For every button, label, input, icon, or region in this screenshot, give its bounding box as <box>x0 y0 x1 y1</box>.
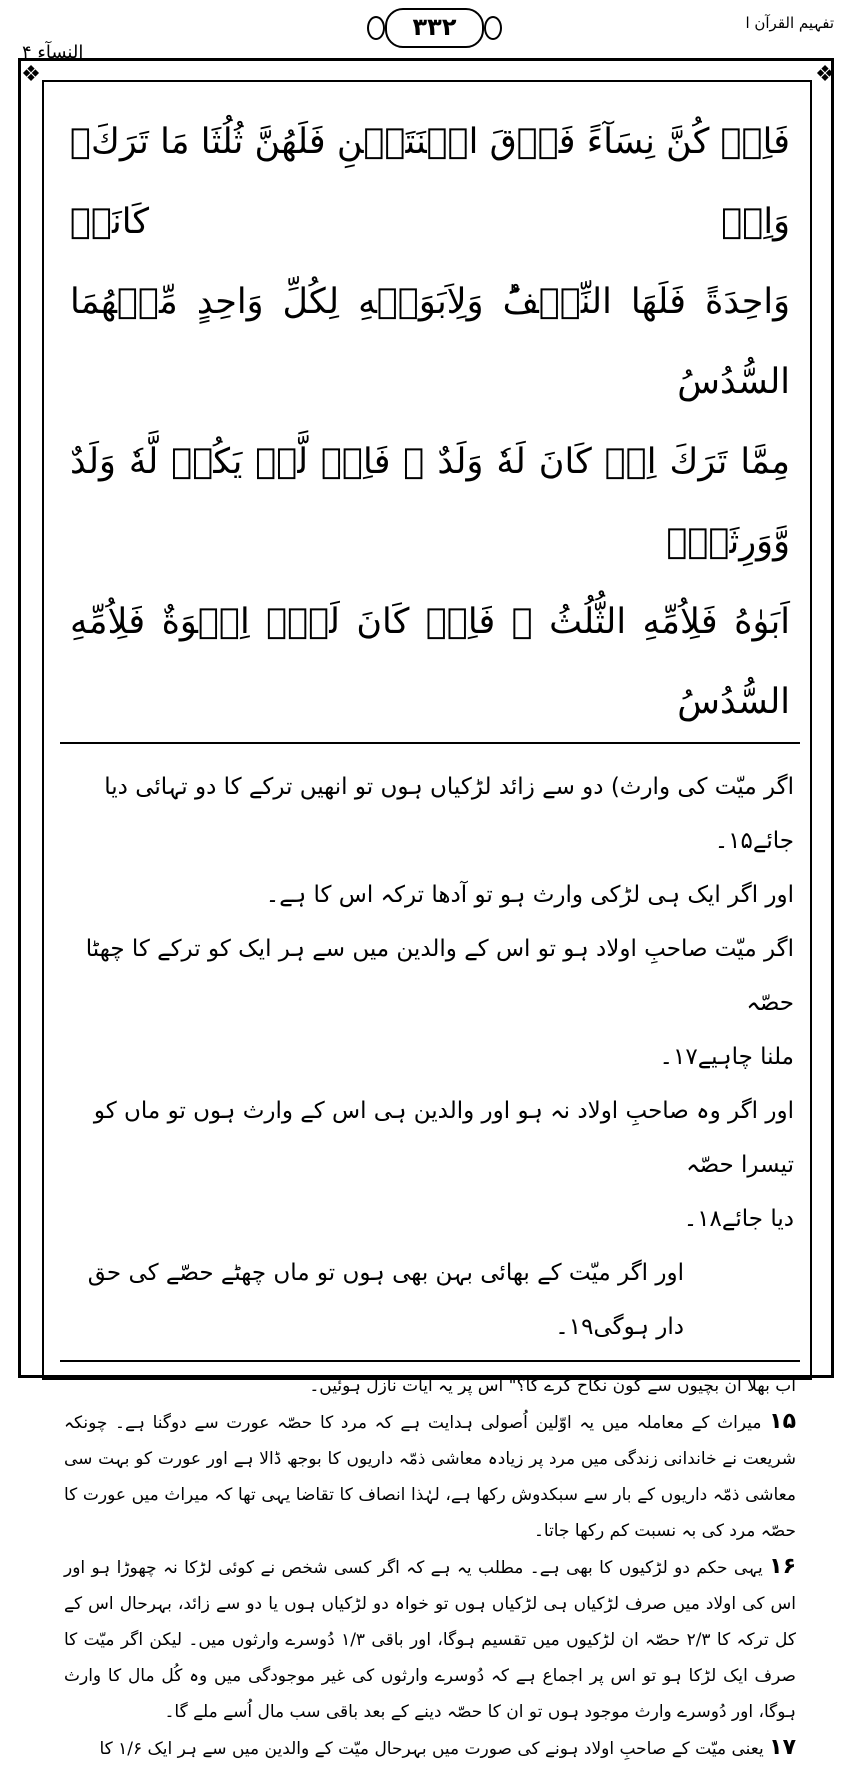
translation-line: اور اگر میّت کے بھائی بہن بھی ہوں تو ماں چھٹے حصّے کی حق دار ہوگی۱۹۔ <box>87 1260 684 1340</box>
footnote-number: ۱۵ <box>769 1409 796 1434</box>
footnote-17 <box>64 1730 796 1767</box>
book-title: تفہیم القرآن ا <box>745 14 834 32</box>
translation <box>60 744 800 1360</box>
translation-line: ملنا چاہیے۱۷۔ <box>659 1044 794 1070</box>
footnote-intro: اب بھلا ان بچیوں سے کون نکاح کرے گا؟" اس پر یہ آیات نازل ہوئیں۔ <box>309 1376 796 1396</box>
footnote-text: میراث کے معاملہ میں یہ اوّلین اُصولی ہدایت ہے کہ مرد کا حصّہ عورت سے دوگنا ہے۔ چونکہ شریعت نے خاندانی زندگی میں مرد پر زیادہ معاشی ذمّہ داریوں کا بوجھ ڈالا ہے اور عورت کو بہت سی معاشی ذمّہ داریوں کے بار سے سبکدوش رکھا ہے، لہٰذا انصاف کا تقاضا یہی تھا کہ میراث میں عورت کا حصّہ مرد کی بہ نسبت کم رکھا جاتا۔ <box>64 1413 796 1541</box>
page-content <box>60 92 800 1773</box>
translation-line: دیا جائے۱۸۔ <box>683 1206 794 1232</box>
footnotes <box>60 1362 800 1773</box>
translation-line: اگر میّت کی وارث) دو سے زائد لڑکیاں ہوں تو انھیں ترکے کا دو تہائی دیا جائے۱۵۔ <box>104 774 794 854</box>
footnote-text: یعنی میّت کے صاحبِ اولاد ہونے کی صورت میں بہرحال میّت کے والدین میں سے ہر ایک ۱/۶ کا <box>99 1739 764 1759</box>
footnote-number: ۱۷ <box>769 1735 796 1760</box>
quran-line: اَبَوٰهُ فَلِاُمِّهِ الثُّلُثُ‌ ۚ فَاِنۡ كَانَ لَهٗۤ اِخۡوَةٌ فَلِاُمِّهِ السُّدُسُ <box>70 602 790 722</box>
translation-line: اگر میّت صاحبِ اولاد ہو تو اس کے والدین میں سے ہر ایک کو ترکے کا چھٹا حصّہ <box>85 936 794 1016</box>
translation-line: اور اگر ایک ہی لڑکی وارث ہو تو آدھا ترکہ اس کا ہے۔ <box>265 882 794 908</box>
corner-ornament-icon: ❖ <box>21 62 41 87</box>
page-number: ۳۳۲ <box>385 8 484 48</box>
quran-line: وَاحِدَةً فَلَهَا النِّصۡفُ‌ؕ وَلِاَبَوَيۡهِ لِكُلِّ وَاحِدٍ مِّنۡهُمَا السُّدُسُ <box>70 282 790 402</box>
translation-line: اور اگر وہ صاحبِ اولاد نہ ہو اور والدین ہی اس کے وارث ہوں تو ماں کو تیسرا حصّہ <box>93 1098 794 1178</box>
quran-line: مِمَّا تَرَكَ اِنۡ كَانَ لَهٗ وَلَدٌ‌ ۚ فَاِنۡ لَّمۡ يَكُنۡ لَّهٗ وَلَدٌ وَّوَرِثَهٗۤ <box>70 442 790 562</box>
footnote-text: یہی حکم دو لڑکیوں کا بھی ہے۔ مطلب یہ ہے کہ اگر کسی شخص نے کوئی لڑکا نہ چھوڑا ہو اور اس کی اولاد میں صرف لڑکیاں ہی لڑکیاں ہوں تو خواہ دو لڑکیاں ہوں یا دو سے زائد، بہرحال اس کے کل ترکہ کا ۲/۳ حصّہ ان لڑکیوں میں تقسیم ہوگا، اور باقی ۱/۳ دُوسرے وارثوں میں۔ لیکن اگر میّت کا صرف ایک لڑکا ہو تو اس پر اجماع ہے کہ دُوسرے وارثوں کی غیر موجودگی میں وہ کُل مال کا وارث ہوگا، اور دُوسرے وارث موجود ہوں تو ان کا حصّہ دینے کے بعد باقی سب مال اُسے ملے گا۔ <box>64 1558 796 1722</box>
footnote-15 <box>64 1404 796 1549</box>
footnote-number: ۱۶ <box>769 1554 796 1579</box>
quran-line: فَاِنۡ کُنَّ نِسَآءً فَوۡقَ اثۡنَتَيۡنِ فَلَهُنَّ ثُلُثَا مَا تَرَكَ‌ۚ وَاِنۡ كَانَتۡ <box>70 122 790 242</box>
surah-name: النسآء ۴ <box>22 42 84 63</box>
footnote-16 <box>64 1549 796 1730</box>
quran-text <box>60 92 800 742</box>
corner-ornament-icon: ❖ <box>815 62 835 87</box>
